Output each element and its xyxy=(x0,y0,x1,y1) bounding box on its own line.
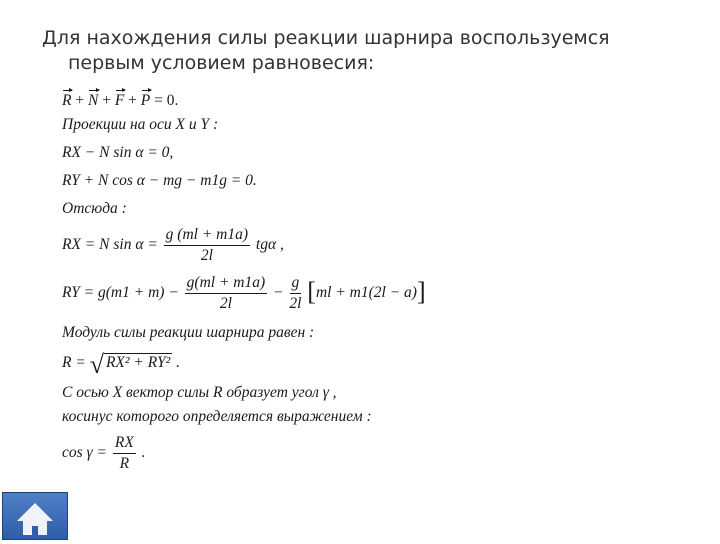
ry-solution-fraction-2 xyxy=(289,274,301,313)
r-modulus-tail: . xyxy=(176,354,180,371)
equation-rx: RX − N sin α = 0, xyxy=(62,144,174,161)
vector-f: F xyxy=(114,92,125,109)
cos-denominator: R xyxy=(119,455,130,472)
heading-line-1: Для нахождения силы реакции шарнира воспользуемся xyxy=(42,27,610,49)
rx-solution-denominator: 2l xyxy=(200,247,213,264)
equation-cos-gamma xyxy=(62,434,146,473)
equilibrium-equation: R + N + F + P = 0. xyxy=(62,92,179,109)
equation-ry-solution xyxy=(62,274,426,313)
cos-tail: . xyxy=(141,444,146,462)
ry-solution-minus: − xyxy=(273,284,284,302)
square-root xyxy=(90,350,173,380)
ry-fraction-2-denominator: 2l xyxy=(289,295,302,312)
heading-line-2: первым условием равновесия: xyxy=(68,52,375,74)
ry-bracket-content: ml + m1(2l − a) xyxy=(315,284,417,302)
hence-label: Отсюда : xyxy=(62,200,127,217)
cos-numerator: RX xyxy=(113,434,136,454)
rx-solution-right: tgα , xyxy=(255,236,284,254)
radicand: RX² + RY² xyxy=(105,354,171,371)
equilibrium-tail: = 0. xyxy=(150,92,179,109)
angle-text-line-2: косинус которого определяется выражением : xyxy=(62,408,372,425)
r-modulus-left: R = xyxy=(62,354,86,371)
ry-fraction-1-numerator: g(ml + m1a) xyxy=(185,274,267,294)
cos-fraction xyxy=(113,434,136,473)
angle-text-line-1: С осью X вектор силы R образует угол γ , xyxy=(62,384,337,401)
vector-p: P xyxy=(140,92,151,109)
vector-n: N xyxy=(87,92,99,109)
equation-rx-solution xyxy=(62,226,284,265)
equation-r-modulus xyxy=(62,350,180,380)
ry-solution-fraction-1 xyxy=(185,274,267,313)
ry-solution-left: RY = g(m1 + m) − xyxy=(62,284,179,302)
vector-r: R xyxy=(62,92,72,109)
radical-sign: √ xyxy=(89,350,104,379)
modulus-label: Модуль силы реакции шарнира равен : xyxy=(62,324,315,341)
open-bracket: [ xyxy=(307,277,316,307)
home-button[interactable] xyxy=(2,492,68,540)
cos-left: cos γ = xyxy=(62,444,107,462)
ry-fraction-1-denominator: 2l xyxy=(219,295,232,312)
ry-fraction-2-numerator: g xyxy=(290,274,302,294)
rx-solution-numerator: g (ml + m1a) xyxy=(164,226,250,246)
rx-solution-left: RX = N sin α = xyxy=(62,236,158,254)
rx-solution-fraction xyxy=(164,226,250,265)
equation-ry: RY + N cos α − mg − m1g = 0. xyxy=(62,172,257,189)
close-bracket: ] xyxy=(416,277,426,307)
slide-heading xyxy=(42,26,682,76)
home-icon xyxy=(3,493,67,539)
projections-label: Проекции на оси X и Y : xyxy=(62,116,219,133)
